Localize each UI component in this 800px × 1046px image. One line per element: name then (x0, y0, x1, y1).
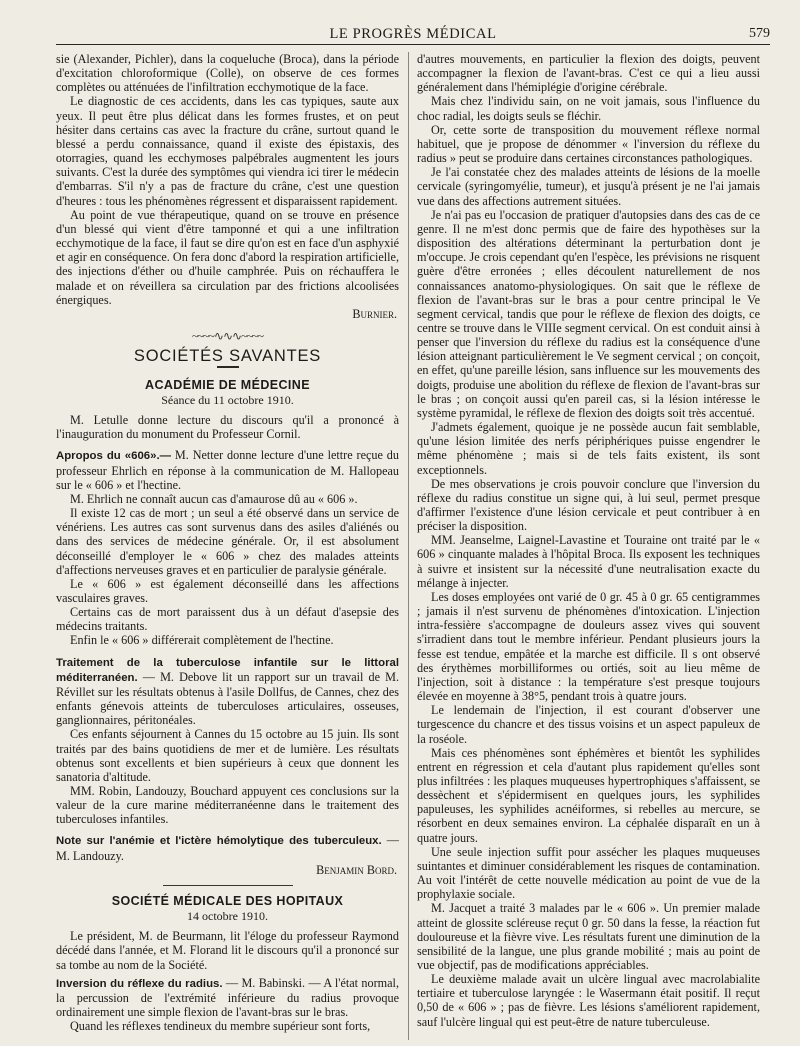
paragraph: Certains cas de mort paraissent dus à un défaut d'asepsie des médecins traitants. (56, 605, 399, 634)
left-column (56, 52, 399, 1033)
short-rule (217, 366, 239, 368)
journal-title: LE PROGRÈS MÉDICAL (329, 26, 497, 42)
paragraph-heading: Apropos du «606».— (56, 450, 172, 463)
hopitaux-title: SOCIÉTÉ MÉDICALE DES HOPITAUX (111, 893, 344, 908)
paragraph: Mais chez l'individu sain, on ne voit jamais, sous l'influence du choc radial, les doigts seuls se fléchir. (417, 94, 760, 123)
paragraph: M. Letulle donne lecture du discours qu'il a prononcé à l'inauguration du monument du Professeur Cornil. (56, 413, 399, 442)
paragraph: Inversion du réflexe du radius. — M. Babinski. — A l'état normal, la percussion de l'extrémité inférieure du radius provoque ordinairement une simple flexion de l'avant-bras sur le bras. (56, 975, 399, 1020)
paragraph: Traitement de la tuberculose infantile sur le littoral méditerranéen. — M. Debove lit un rapport sur un travail de M. Révillet sur les résultats obtenus à l'asile Dollfus, de Cannes, chez des enfants génevois atteints de tuberculoses articulaires, osseuses, ganglionnaires, péritonéales. (56, 656, 399, 728)
author-signature: Benjamin Bord. (316, 862, 397, 877)
seance-date: Séance du 11 octobre 1910. (161, 392, 294, 407)
author-signature: Burnier. (352, 306, 397, 321)
paragraph: M. Ehrlich ne connaît aucun cas d'amaurose dû au « 606 ». (70, 491, 358, 506)
paragraph-heading: Traitement de la tuberculose infantile sur le littoral méditerranéen. (56, 656, 399, 684)
seance-date: 14 octobre 1910. (187, 909, 268, 924)
paragraph: M. Jacquet a traité 3 malades par le « 606 ». Un premier malade atteint de glossite scléreuse reçut 0 gr. 50 dans la fesse, la réaction fut douloureuse et la fièvre vive. Les résultats furent une diminution de la sensibilité de la langue, une plus grande mobilité ; mais au point de vue objectif, pas de modifications appréciables. (417, 901, 760, 972)
paragraph: sie (Alexander, Pichler), dans la coqueluche (Broca), dans la période d'excitation chloroformique (Colle), on observe de ces formes complètes ou atténuées de l'infiltration ecchymotique de la face. (56, 52, 399, 95)
paragraph: Il existe 12 cas de mort ; un seul a été observé dans un service de vénériens. Les autres cas sont survenus dans des asiles d'aliénés ou dans des services de médecine générale. Or, il est absolument déconseillé d'employer le « 606 » chez des malades atteints d'affections nerveuses graves et en particulier de paralysie générale. (56, 506, 399, 577)
paragraph: Enfin le « 606 » différerait complètement de l'hectine. (70, 633, 334, 648)
right-column (417, 52, 760, 1029)
paragraph: Je n'ai pas eu l'occasion de pratiquer d'autopsies dans des cas de ce genre. Il ne m'est donc permis que de faire des hypothèses sur la disposition des altérations déterminant la perturbation dont je m'occupe. Je crois cependant qu'en l'espèce, les prévisions ne risquent guère d'être erronées ; elles découlent naturellement de nos connaissances anatomo-physiologiques. On sait que le réflexe de flexion de l'avant-bras sur le bras a pour centre principal le Ve segment cervical, tandis que pour le réflexe de flexion des doigts, ce centre se trouve dans le VIIIe segment cervical. On est conduit ainsi à penser que l'inversion du réflexe du radius est la conséquence d'une lésion atteignant particulièrement le Ve segment cervical ; on conçoit, en effet, qu'une pareille lésion, sans influence sur les mouvements des doigts, produise une abolition du réflexe de flexion de l'avant-bras sur le bras ; on conçoit aussi qu'en pareil cas, si la lésion intéresse le système pyramidal, le réflexe de flexion des doigts soit très accentué. (417, 207, 760, 420)
paragraph-heading: Note sur l'anémie et l'ictère hémolytique des tuberculeux. (56, 835, 382, 848)
paragraph: Au point de vue thérapeutique, quand on se trouve en présence d'un blessé qui vient d'être tamponné et qui a une infiltration ecchymotique de la face, il faut se dire qu'on est en face d'un asphyxié et agir en conséquence. On fera donc d'abord la respiration artificielle, des injections d'éther ou d'huile camphrée. Puis on réchauffera le malade et on réveillera sa circulation par des frictions alcoolisées énergiques. (56, 207, 399, 307)
paragraph: Apropos du «606».— M. Netter donne lecture d'une lettre reçue du professeur Ehrlich en réponse à la communication de M. Hallopeau sur le « 606 » et l'hectine. (56, 448, 399, 492)
ornament-divider: ~~~~∿∿∿~~~~ (191, 328, 264, 343)
paragraph: Une seule injection suffit pour assécher les plaques muqueuses suintantes et diminuer considérablement les risques de contamination. Au voit l'intérêt de cette nouvelle médication au point de vue de la prophylaxie sociale. (417, 844, 760, 902)
paragraph: Le lendemain de l'injection, il est courant d'observer une turgescence du chancre et des tissus voisins et un aspect papuleux de la roséole. (417, 703, 760, 746)
page-number: 579 (749, 26, 770, 41)
paragraph: Note sur l'anémie et l'ictère hémolytique des tuberculeux. — M. Landouzy. (56, 833, 399, 863)
academie-title: ACADÉMIE DE MÉDECINE (145, 377, 310, 392)
paragraph: d'autres mouvements, en particulier la flexion des doigts, peuvent accompagner la flexion de l'avant-bras. C'est ce qui a lieu aussi généralement dans l'hémiplégie d'origine cérébrale. (417, 52, 760, 95)
paragraph: De mes observations je crois pouvoir conclure que l'inversion du réflexe du radius constitue un signe qui, à lui seul, permet presque d'affirmer l'existence d'une lésion cervicale et peut contribuer à en préciser la disposition. (417, 476, 760, 534)
paragraph: Mais ces phénomènes sont éphémères et bientôt les syphilides entrent en régression et cela d'autant plus rapidement qu'elles sont plus infiltrées : les plaques muqueuses hypertrophiques s'affaissent, se dessèchent et s'épidermisent en quelques jours, les syphilides papuleuses, les syphilides acnéiformes, si rebelles au mercure, se résorbent en deux semaines environ. La céphalée disparaît en un à quatre jours. (417, 745, 760, 845)
paragraph: J'admets également, quoique je ne possède aucun fait semblable, qu'une lésion limitée des nerfs périphériques puisse engendrer le même phénomène ; mais si de tels faits existent, ils sont exceptionnels. (417, 420, 760, 477)
paragraph: Les doses employées ont varié de 0 gr. 45 à 0 gr. 65 centigrammes ; jamais il n'est survenu de phénomènes d'intoxication. L'injection intra-fessière s'accompagne de douleurs assez vives qui souvent s'irradient dans tout le membre inférieur. Pendant plusieurs jours la fesse est tendue, empâtée et la marche est difficile. Il s ont observé des érythèmes morbilliformes ou ortiés, soit au lieu même de l'injection, soit à distance : la température s'est presque toujours élevée en moyenne à 38°5, pendant trois à quatre jours. (417, 589, 760, 704)
paragraph: Le président, M. de Beurmann, lit l'éloge du professeur Raymond décédé dans l'année, et M. Florand lit le discours qu'il a prononcé sur sa tombe au nom de la Société. (56, 929, 399, 972)
paragraph-heading: Inversion du réflexe du radius. (56, 977, 223, 990)
paragraph: MM. Jeanselme, Laignel-Lavastine et Touraine ont traité par le « 606 » cinquante malades à l'hôpital Broca. Ils exposent les techniques à suivre et insistent sur la nécessité d'une neutralisation exacte du mélange à injecter. (417, 533, 760, 590)
paragraph: Quand les réflexes tendineux du membre supérieur sont forts, (70, 1019, 371, 1034)
section-title: SOCIÉTÉS SAVANTES (133, 347, 322, 366)
paragraph: Le « 606 » est également déconseillé dans les affections vasculaires graves. (56, 576, 399, 605)
column-divider (408, 52, 409, 1040)
paragraph: Le diagnostic de ces accidents, dans les cas typiques, saute aux yeux. Il peut être plus délicat dans les formes frustes, et on peut hésiter dans certains cas avec la fracture du crâne, surtout quand le blessé a perdu connaissance, quand il existe des épistaxis, des otorragies, quand les ecchymoses palpébrales augmentent les jours suivants. C'est la durée des symptômes qui viendra ici tirer le médecin d'embarras. S'il n'y a pas de fracture du crâne, c'est une question d'heures : tous les phénomènes régressent et disparaissent rapidement. (56, 94, 399, 208)
running-header (56, 22, 770, 45)
section-separator (163, 885, 293, 886)
paragraph: Or, cette sorte de transposition du mouvement réflexe normal habituel, que je propose de dénommer « l'inversion du réflexe du radius » peut se produire dans certaines circonstances pathologiques. (417, 122, 760, 166)
paragraph: Ces enfants séjournent à Cannes du 15 octobre au 15 juin. Ils sont traités par des bains quotidiens de mer et de lumière. Les résultats obtenus sont excellents et bien supérieurs à ceux que donnent les sanatoria d'altitude. (56, 727, 399, 784)
paragraph: MM. Robin, Landouzy, Bouchard appuyent ces conclusions sur la valeur de la cure marine méditerranéenne dans le traitement des tuberculoses infantiles. (56, 784, 399, 827)
paragraph: Le deuxième malade avait un ulcère lingual avec macrolabialite tertiaire et tuberculose laryngée : le Wasermann était positif. Il reçut 0,50 de « 606 » ; pas de fièvre. Les lésions s'améliorent rapidement, sauf l'ulcère lingual qui est peut-être de nature tuberculeuse. (417, 972, 760, 1029)
paragraph: Je l'ai constatée chez des malades atteints de lésions de la moelle cervicale (syringomyélie, tumeur), et jusqu'à présent je ne l'ai jamais vue dans des affections autrement situées. (417, 165, 760, 208)
